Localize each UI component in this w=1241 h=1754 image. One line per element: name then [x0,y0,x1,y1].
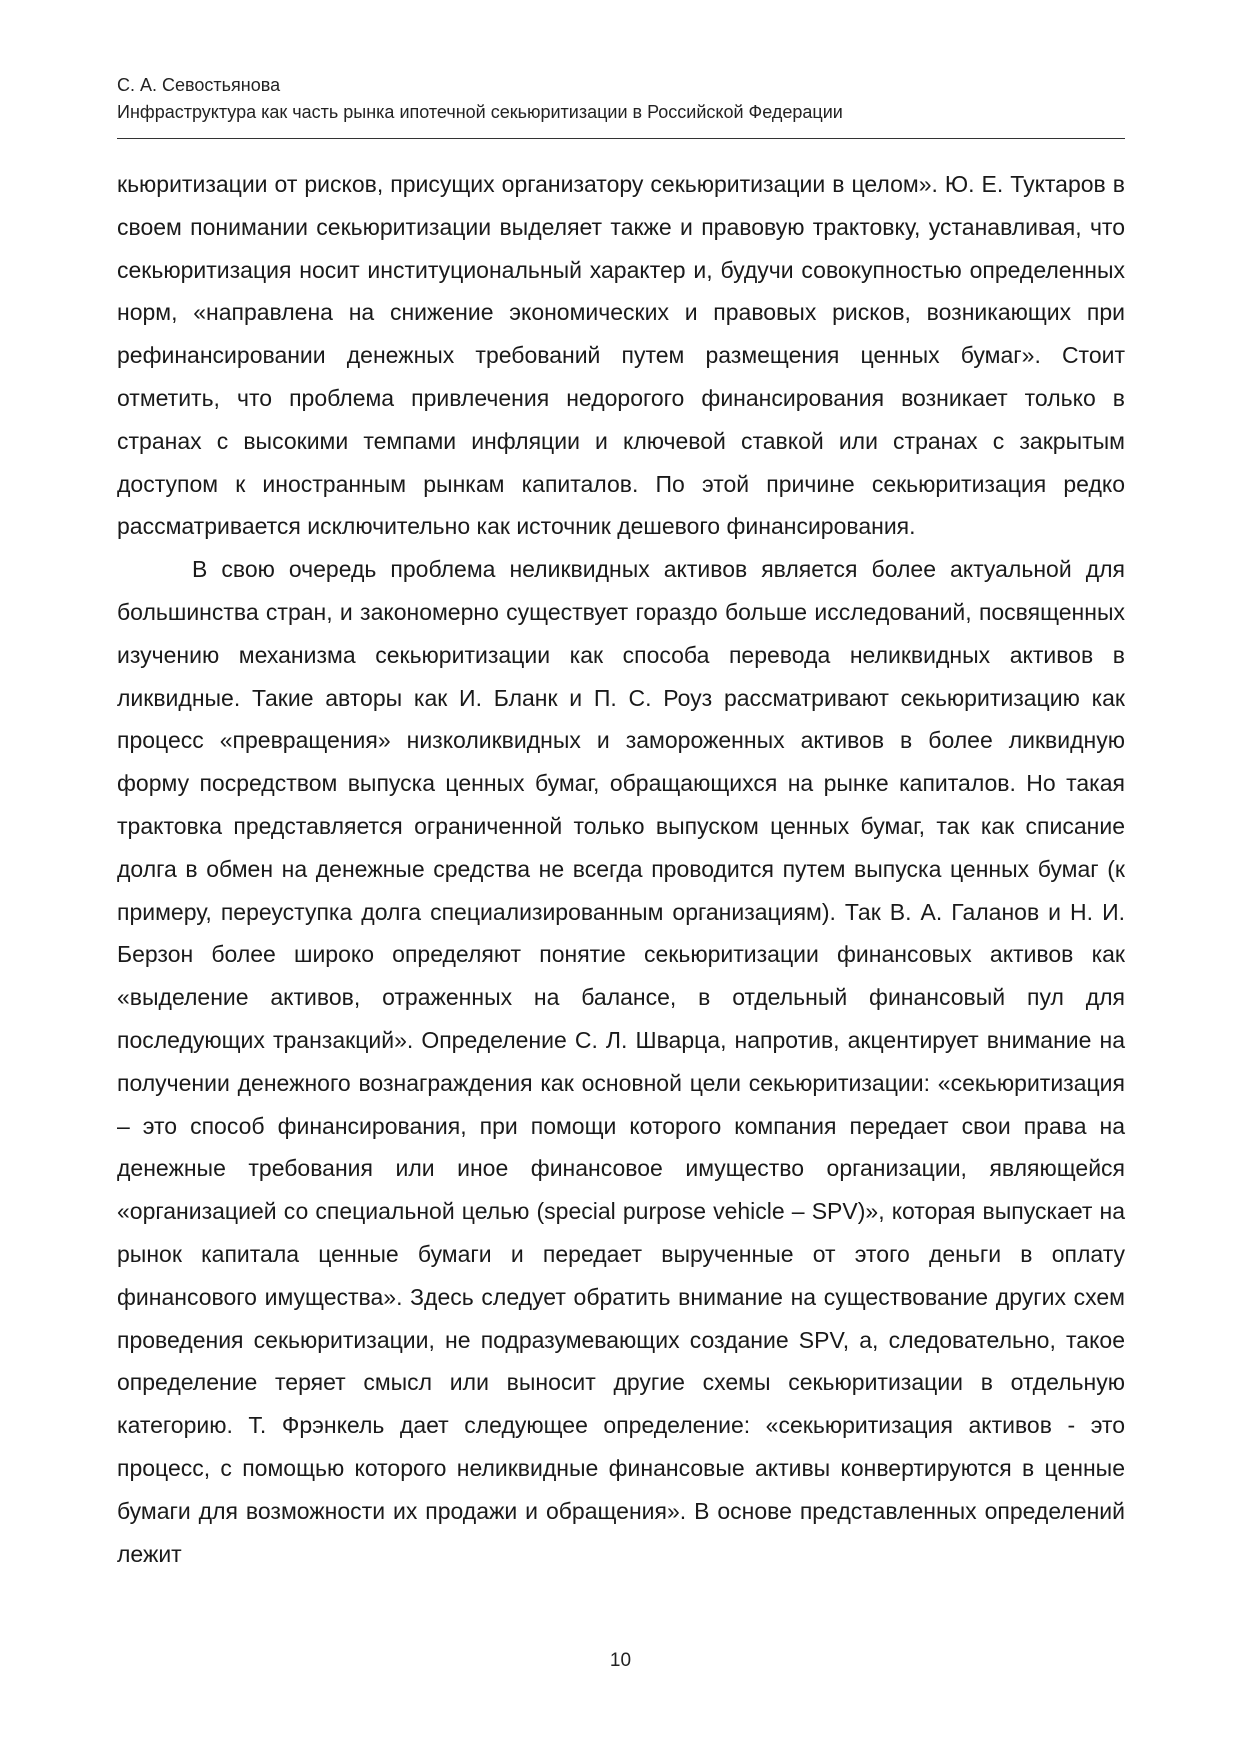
header-author: С. А. Севостьянова [117,75,281,95]
page-number: 10 [609,1650,632,1671]
header-title: Инфраструктура как часть рынка ипотечной секьюритизации в Российской Федерации [117,102,843,122]
paragraph-2: В свою очередь проблема неликвидных активов является более актуальной для большинства стран, и закономерно существует гораздо больше исследований, посвященных изучению механизма секьюритизации как способа перевода неликвидных активов в ликвидные. Такие авторы как И. Бланк и П. С. Роуз рассматривают секьюритизацию как процесс «превращения» низколиквидных и замороженных активов в более ликвидную форму посредством выпуска ценных бумаг, обращающихся на рынке капиталов. Но такая трактовка представляется ограниченной только выпуском ценных бумаг, так как списание долга в обмен на денежные средства не всегда проводится путем выпуска ценных бумаг (к примеру, переуступка долга специализированным организациям). Так В. А. Галанов и Н. И. Берзон более широко определяют понятие секьюритизации финансовых активов как «выделение активов, отраженных на балансе, в отдельный финансовый пул для последующих транзакций». Определение С. Л. Шварца, напротив, акцентирует внимание на получении денежного вознаграждения как основной цели секьюритизации: «секьюритизация – это способ финансирования, при помощи которого компания передает свои права на денежные требования или иное финансовое имущество организации, являющейся «организацией со специальной целью (special purpose vehicle – SPV)», которая выпускает на рынок капитала ценные бумаги и передает вырученные от этого деньги в оплату финансового имущества». Здесь следует обратить внимание на существование других схем проведения секьюритизации, не подразумевающих создание SPV, а, следовательно, такое определение теряет смысл или выносит другие схемы секьюритизации в отдельную категорию. Т. Фрэнкель дает следующее определение: «секьюритизация активов - это процесс, с помощью которого неликвидные финансовые активы конвертируются в ценные бумаги для возможности их продажи и обращения». В основе представленных определений лежит [117,556,1125,1567]
header-divider [117,138,1125,139]
body-text [117,163,1125,1575]
paragraph-1: кьюритизации от рисков, присущих организатору секьюритизации в целом». Ю. Е. Туктаров в своем понимании секьюритизации выделяет также и правовую трактовку, устанавливая, что секьюритизация носит институциональный характер и, будучи совокупностью определенных норм, «направлена на снижение экономических и правовых рисков, возникающих при рефинансировании денежных требований путем размещения ценных бумаг». Стоит отметить, что проблема привлечения недорогого финансирования возникает только в странах с высокими темпами инфляции и ключевой ставкой или странах с закрытым доступом к иностранным рынкам капиталов. По этой причине секьюритизация редко рассматривается исключительно как источник дешевого финансирования. [117,171,1125,540]
running-header [117,72,1125,126]
